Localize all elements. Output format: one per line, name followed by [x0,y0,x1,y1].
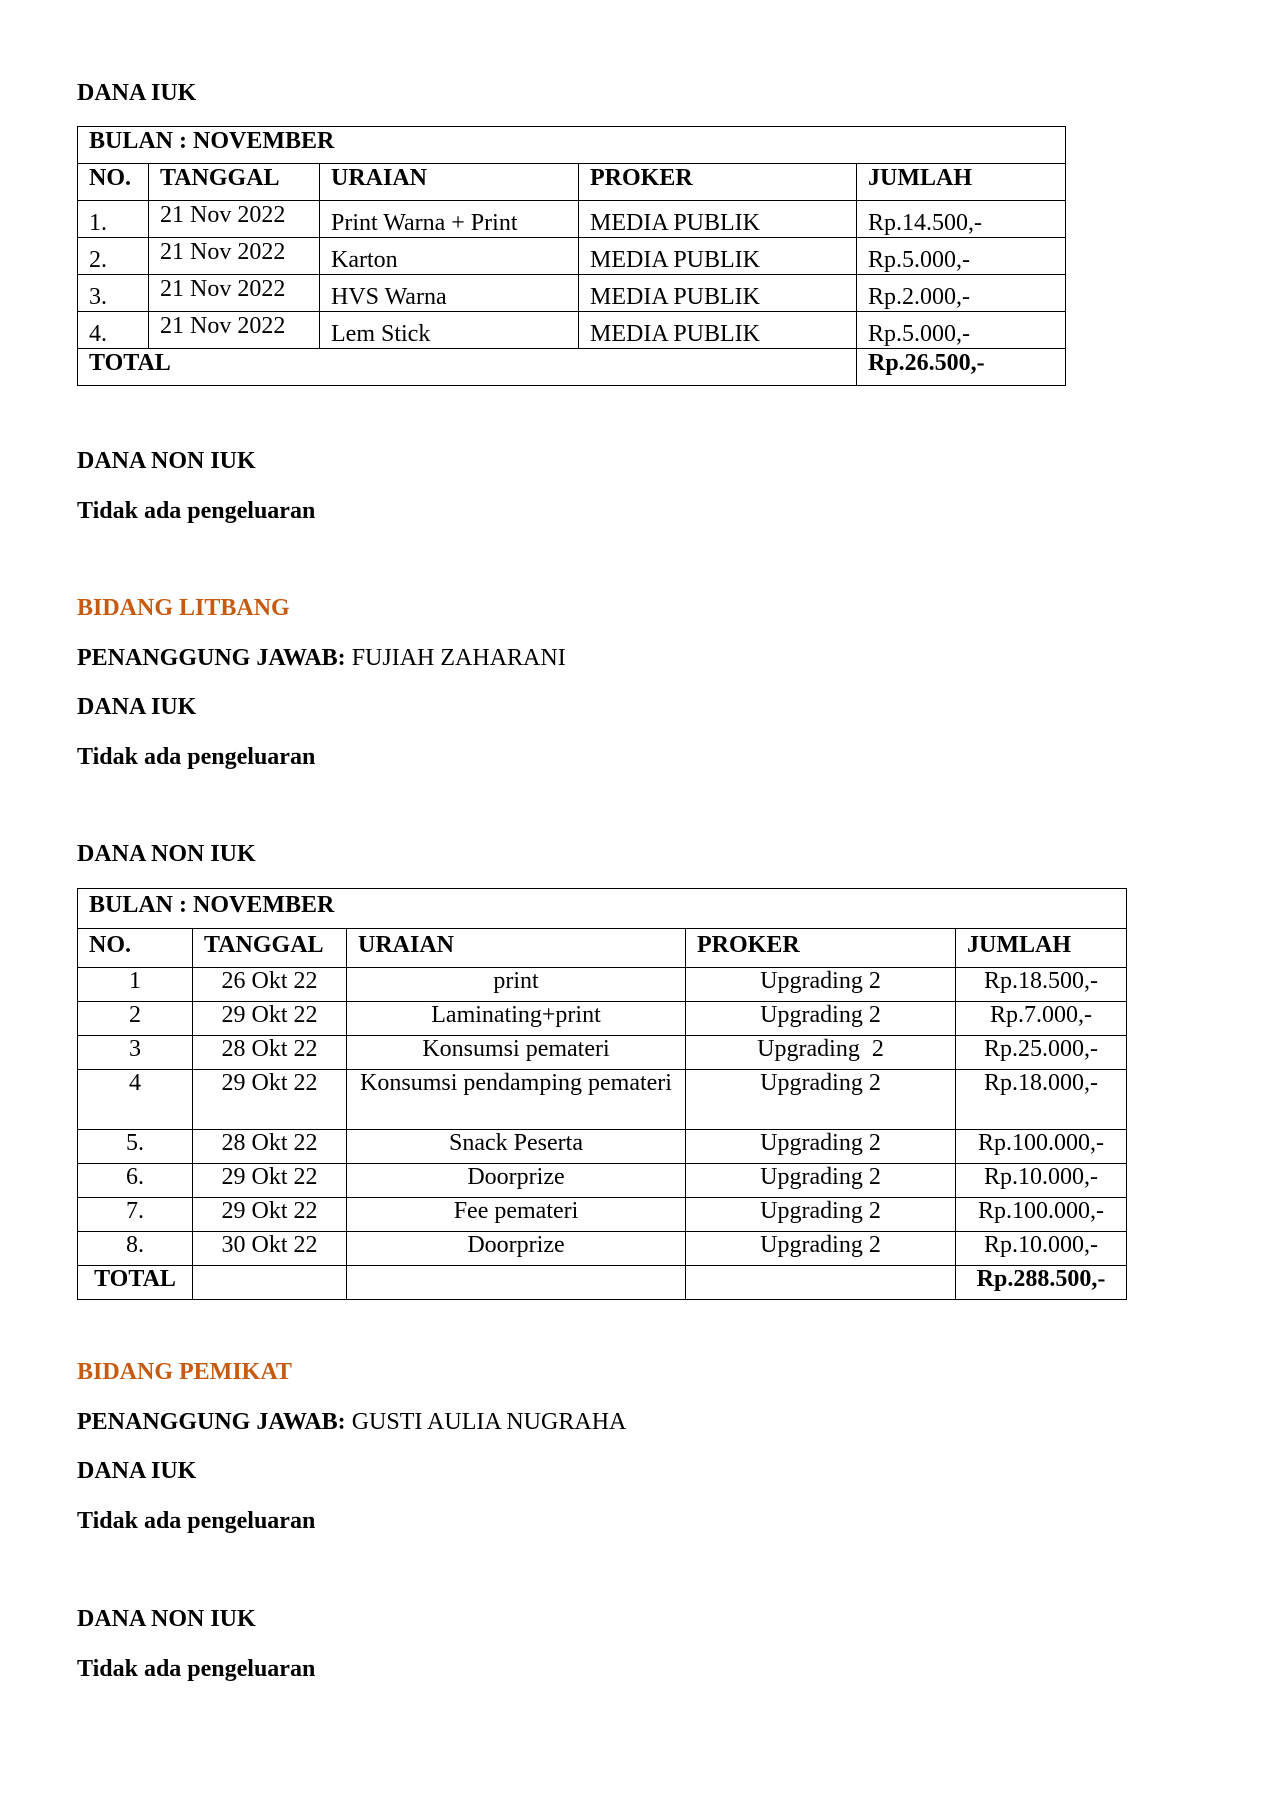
cell-no: 4 [78,1070,193,1130]
cell-jumlah: Rp.18.000,- [956,1070,1127,1130]
col-header-no: NO. [78,164,149,201]
expense-table-upgrading [77,888,1127,1300]
cell-no: 3 [78,1036,193,1070]
expense-table-media-publik [77,126,1066,386]
section-title-pemikat: BIDANG PEMIKAT [77,1359,292,1385]
cell-tanggal: 21 Nov 2022 [149,201,320,238]
total-empty-cell [686,1266,956,1300]
cell-tanggal: 21 Nov 2022 [149,312,320,349]
cell-jumlah: Rp.100.000,- [956,1198,1127,1232]
col-header-no: NO. [78,929,193,968]
no-expense-note: Tidak ada pengeluaran [77,1656,316,1682]
cell-no: 8. [78,1232,193,1266]
table-total-row [78,1266,1127,1300]
pj-name: GUSTI AULIA NUGRAHA [345,1409,627,1435]
table-row [78,1198,1127,1232]
cell-proker: MEDIA PUBLIK [579,238,857,275]
total-label: TOTAL [78,349,857,386]
pj-name: FUJIAH ZAHARANI [345,645,566,671]
cell-jumlah: Rp.10.000,- [956,1164,1127,1198]
cell-tanggal: 29 Okt 22 [193,1164,347,1198]
dana-non-iuk-heading: DANA NON IUK [77,1606,256,1632]
cell-jumlah: Rp.10.000,- [956,1232,1127,1266]
cell-tanggal: 29 Okt 22 [193,1002,347,1036]
cell-proker: Upgrading 2 [686,1036,956,1070]
cell-proker: Upgrading 2 [686,1164,956,1198]
col-header-jumlah: JUMLAH [857,164,1066,201]
cell-uraian: Konsumsi pendamping pemateri [347,1070,686,1130]
dana-non-iuk-heading: DANA NON IUK [77,448,256,474]
total-value: Rp.26.500,- [857,349,1066,386]
pj-pemikat [77,1407,626,1437]
col-header-tanggal: TANGGAL [193,929,347,968]
cell-no: 1 [78,968,193,1002]
col-header-proker: PROKER [579,164,857,201]
cell-proker: MEDIA PUBLIK [579,312,857,349]
table-row [78,1232,1127,1266]
cell-jumlah: Rp.18.500,- [956,968,1127,1002]
cell-no: 4. [78,312,149,349]
col-header-jumlah: JUMLAH [956,929,1127,968]
cell-uraian: print [347,968,686,1002]
cell-jumlah: Rp.2.000,- [857,275,1066,312]
total-empty-cell [347,1266,686,1300]
cell-tanggal: 29 Okt 22 [193,1070,347,1130]
table-month-label: BULAN : NOVEMBER [78,889,1127,929]
cell-tanggal: 29 Okt 22 [193,1198,347,1232]
dana-non-iuk-heading: DANA NON IUK [77,841,256,867]
cell-uraian: Print Warna + Print [320,201,579,238]
cell-tanggal: 21 Nov 2022 [149,238,320,275]
cell-tanggal: 26 Okt 22 [193,968,347,1002]
col-header-proker: PROKER [686,929,956,968]
cell-no: 2 [78,1002,193,1036]
cell-uraian: Karton [320,238,579,275]
cell-proker: MEDIA PUBLIK [579,275,857,312]
table-month-label: BULAN : NOVEMBER [78,127,1066,164]
cell-jumlah: Rp.5.000,- [857,238,1066,275]
cell-uraian: Snack Peserta [347,1130,686,1164]
cell-proker: Upgrading 2 [686,968,956,1002]
pj-label: PENANGGUNG JAWAB: [77,645,346,671]
cell-tanggal: 21 Nov 2022 [149,275,320,312]
table-row [78,312,1066,349]
cell-uraian: Fee pemateri [347,1198,686,1232]
table-row [78,238,1066,275]
cell-uraian: Doorprize [347,1164,686,1198]
cell-jumlah: Rp.5.000,- [857,312,1066,349]
cell-uraian: Lem Stick [320,312,579,349]
cell-proker: MEDIA PUBLIK [579,201,857,238]
cell-tanggal: 28 Okt 22 [193,1036,347,1070]
table-row [78,968,1127,1002]
cell-no: 6. [78,1164,193,1198]
cell-jumlah: Rp.7.000,- [956,1002,1127,1036]
dana-iuk-heading: DANA IUK [77,694,197,720]
cell-tanggal: 28 Okt 22 [193,1130,347,1164]
dana-iuk-heading: DANA IUK [77,1458,197,1484]
table-row [78,1036,1127,1070]
total-label: TOTAL [78,1266,193,1300]
total-value: Rp.288.500,- [956,1266,1127,1300]
cell-proker: Upgrading 2 [686,1070,956,1130]
section-title-litbang: BIDANG LITBANG [77,595,290,621]
table-row [78,275,1066,312]
no-expense-note: Tidak ada pengeluaran [77,744,316,770]
cell-no: 3. [78,275,149,312]
cell-uraian: Doorprize [347,1232,686,1266]
table-row [78,1164,1127,1198]
cell-proker: Upgrading 2 [686,1232,956,1266]
cell-proker: Upgrading 2 [686,1130,956,1164]
table-row [78,1070,1127,1130]
cell-proker: Upgrading 2 [686,1002,956,1036]
cell-no: 7. [78,1198,193,1232]
pj-label: PENANGGUNG JAWAB: [77,1409,346,1435]
cell-tanggal: 30 Okt 22 [193,1232,347,1266]
no-expense-note: Tidak ada pengeluaran [77,498,316,524]
col-header-uraian: URAIAN [320,164,579,201]
cell-no: 1. [78,201,149,238]
dana-iuk-heading: DANA IUK [77,80,197,106]
cell-jumlah: Rp.14.500,- [857,201,1066,238]
total-empty-cell [193,1266,347,1300]
cell-uraian: Konsumsi pemateri [347,1036,686,1070]
cell-jumlah: Rp.25.000,- [956,1036,1127,1070]
cell-jumlah: Rp.100.000,- [956,1130,1127,1164]
table-row [78,1002,1127,1036]
pj-litbang [77,643,566,673]
cell-uraian: HVS Warna [320,275,579,312]
col-header-uraian: URAIAN [347,929,686,968]
table-total-row [78,349,1066,386]
table-row [78,201,1066,238]
cell-uraian: Laminating+print [347,1002,686,1036]
col-header-tanggal: TANGGAL [149,164,320,201]
no-expense-note: Tidak ada pengeluaran [77,1508,316,1534]
table-row [78,1130,1127,1164]
cell-no: 2. [78,238,149,275]
cell-no: 5. [78,1130,193,1164]
cell-proker: Upgrading 2 [686,1198,956,1232]
